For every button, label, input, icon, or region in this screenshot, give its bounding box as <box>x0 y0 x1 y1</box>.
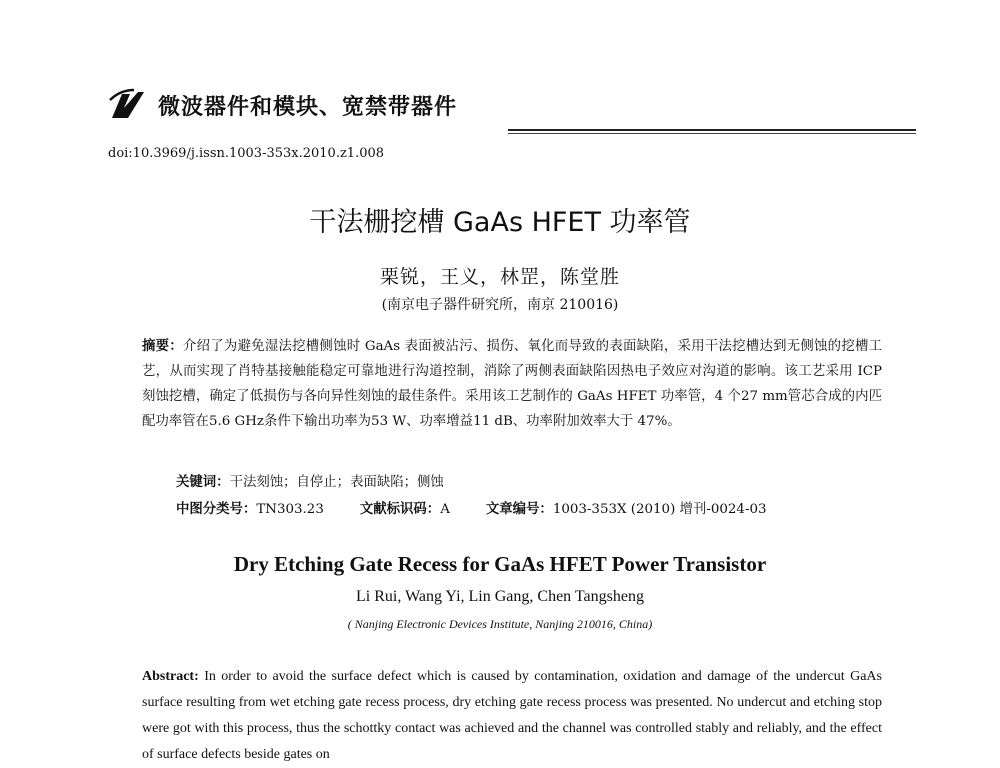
paper-title-cn: 干法栅挖槽 GaAs HFET 功率管 <box>309 207 691 238</box>
clc-value: TN303.23 <box>256 502 324 517</box>
article-no-label: 文章编号： <box>485 502 553 517</box>
doi: doi:10.3969/j.issn.1003-353x.2010.z1.008 <box>108 146 385 161</box>
keywords-text: 干法刻蚀；自停止；表面缺陷；侧蚀 <box>229 475 444 490</box>
abstract-cn-text: 介绍了为避免湿法挖槽侧蚀时 GaAs 表面被沾污、损伤、氧化而导致的表面缺陷，采用干法挖槽达到无侧蚀的挖槽工艺，从而实现了肖特基接触能稳定可靠地进行沟道控制，消除了两侧表面缺陷因热电子效应对沟道的影响。该工艺采用 ICP 刻蚀挖槽，确定了低损伤与各向异性刻蚀的最佳条件。采用该工艺制作的 GaAs HFET 功率管，4 个27 mm管芯合成的内匹配功率管在5.6 GHz条件下输出功率为53 W、功率增益11 dB、功率附加效率大于 47%。 <box>142 339 883 429</box>
doc-code-label: 文献标识码： <box>359 502 441 517</box>
section-title: 微波器件和模块、宽禁带器件 <box>158 94 458 120</box>
paper-title-en: Dry Etching Gate Recess for GaAs HFET Power Transistor <box>233 552 767 576</box>
abstract-en <box>142 664 882 768</box>
doc-code-entry <box>360 498 450 517</box>
keywords-label: 关键词： <box>176 475 230 490</box>
abstract-cn-label: 摘要： <box>142 339 183 354</box>
section-header <box>108 88 457 122</box>
journal-logo-icon <box>108 88 148 122</box>
abstract-cn <box>142 334 882 434</box>
authors-cn: 栗锐，王义，林罡，陈堂胜 <box>379 266 620 288</box>
keywords-cn <box>176 471 444 490</box>
article-no-value: 1003-353X (2010) 增刊-0024-03 <box>552 502 767 517</box>
article-no-entry <box>486 498 767 517</box>
clc-label: 中图分类号： <box>176 502 257 517</box>
abstract-en-text: In order to avoid the surface defect which is caused by contamination, oxidation and damage of the undercut GaAs surface resulting from wet etching gate recess process, dry etching gate recess process was presented. No undercut and etching stop were got with this process, thus the schottky contact was achieved and the channel was controlled stably and reliably, and the effect of surface defects beside gates on <box>142 669 882 762</box>
authors-en: Li Rui, Wang Yi, Lin Gang, Chen Tangsheng <box>356 588 644 605</box>
affiliation-cn: (南京电子器件研究所，南京 210016) <box>381 297 619 313</box>
classification-row <box>176 498 767 517</box>
affiliation-en: ( Nanjing Electronic Devices Institute, Nanjing 210016, China) <box>347 617 653 631</box>
abstract-en-label: Abstract: <box>142 669 199 684</box>
header-rule <box>508 129 916 131</box>
header-rule-thin <box>508 133 916 134</box>
doc-code-value: A <box>440 502 450 517</box>
clc-entry <box>176 498 324 517</box>
